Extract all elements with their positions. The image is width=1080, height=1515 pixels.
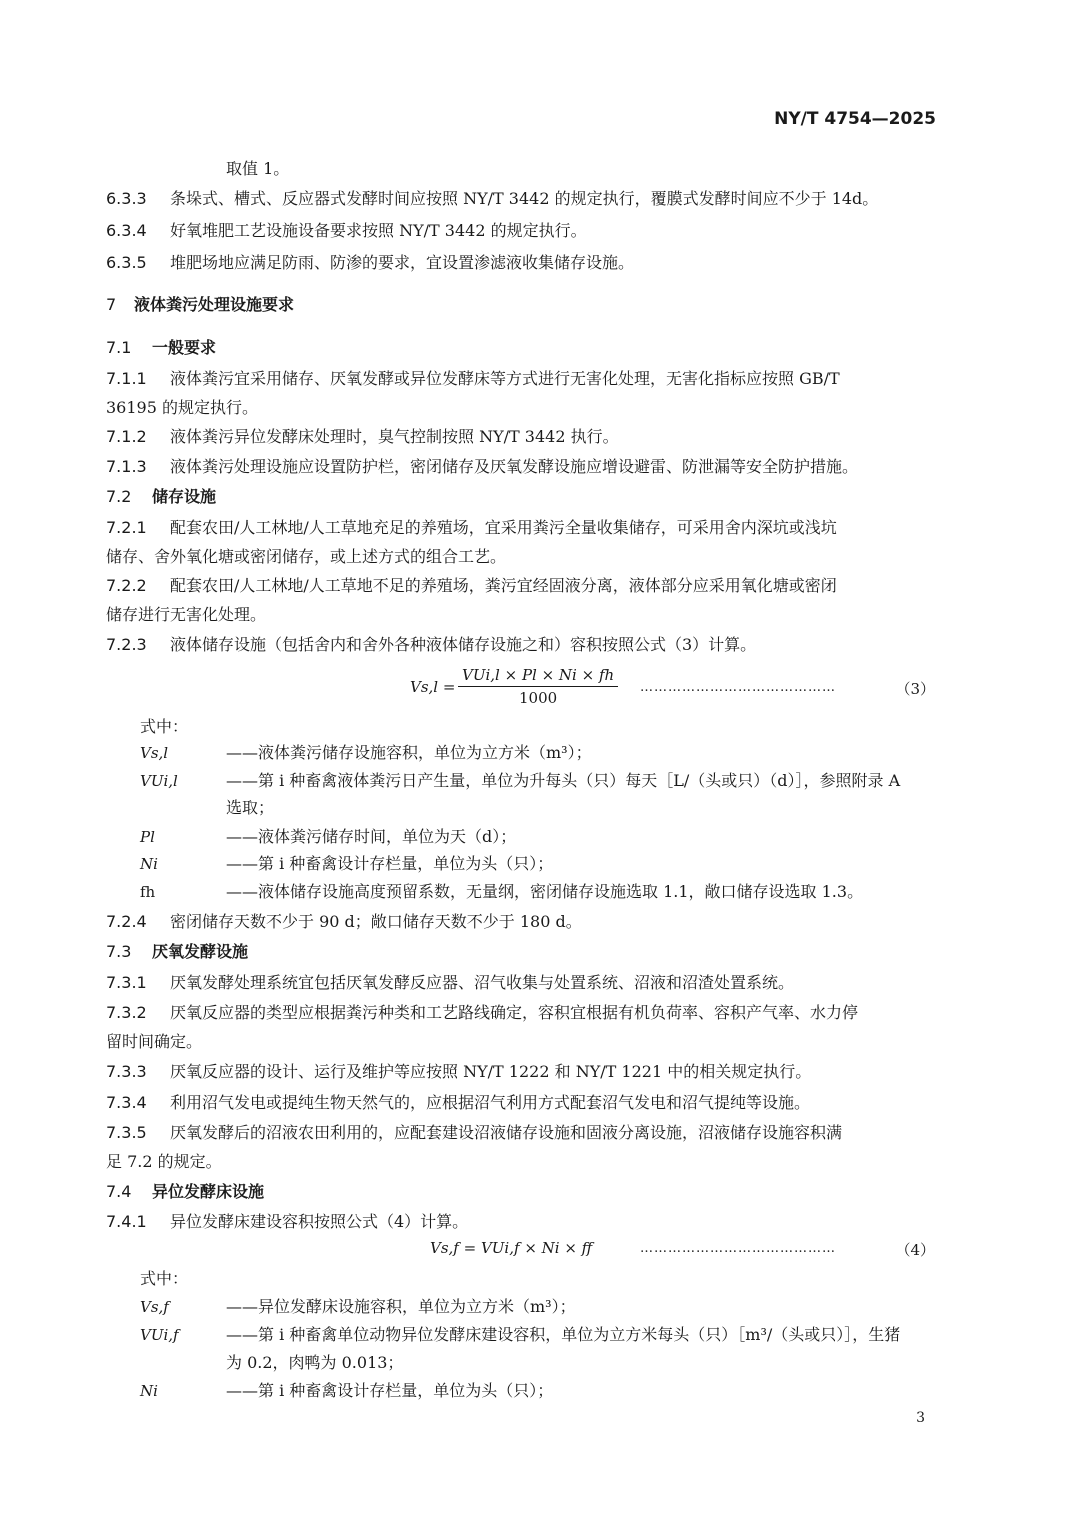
clause-number: 7.1.1 <box>106 369 147 388</box>
chapter-number: 7 <box>106 295 117 314</box>
formula4: Vs,f = VUi,f × Ni × ff <box>430 1239 593 1257</box>
symbol-definition-cont: 为 0.2，肉鸭为 0.013； <box>226 1353 404 1372</box>
clause-number: 7.1.2 <box>106 427 147 446</box>
formula3-lhs: Vs,l = <box>410 678 456 696</box>
clause-text: 条垛式、槽式、反应器式发酵时间应按照 NY/T 3442 的规定执行，覆膜式发酵时间应不少于 14d。 <box>170 189 879 208</box>
clause-number: 7.3.1 <box>106 973 147 992</box>
clause-text-cont: 储存进行无害化处理。 <box>106 605 267 624</box>
formula3-number: （3） <box>895 680 935 698</box>
section-number: 7.3 <box>106 942 132 961</box>
symbol-definition: ——第 i 种畜禽单位动物异位发酵床建设容积，单位为立方米每头（只）［m³/（头或只）］，生猪 <box>226 1325 901 1344</box>
clause-number: 7.4.1 <box>106 1212 147 1231</box>
symbol-definition: ——液体储存设施高度预留系数，无量纲，密闭储存设施选取 1.1，敞口储存设选取 1.3。 <box>226 882 864 901</box>
symbol-definition: ——液体粪污储存时间，单位为天（d）； <box>226 827 517 846</box>
clause-text: 厌氧反应器的类型应根据粪污种类和工艺路线确定，容积宜根据有机负荷率、容积产气率、水力停 <box>170 1003 859 1022</box>
clause-text: 液体粪污处理设施应设置防护栏，密闭储存及厌氧发酵设施应增设避雷、防泄漏等安全防护措施。 <box>170 457 859 476</box>
clause-number: 7.3.5 <box>106 1123 147 1142</box>
clause-text: 厌氧反应器的设计、运行及维护等应按照 NY/T 1222 和 NY/T 1221 中的相关规定执行。 <box>170 1062 812 1081</box>
symbol: VUi,l <box>140 772 178 790</box>
page-number: 3 <box>916 1410 925 1426</box>
formula3-numerator: VUi,l × Pl × Ni × fh <box>458 666 618 687</box>
clause-number: 6.3.3 <box>106 189 147 208</box>
clause-text: 配套农田/人工林地/人工草地充足的养殖场，宜采用粪污全量收集储存，可采用舍内深坑或浅坑 <box>170 518 837 537</box>
clause-number: 7.3.4 <box>106 1093 147 1112</box>
symbol: Pl <box>140 828 155 846</box>
clause-number: 7.2.2 <box>106 576 147 595</box>
symbol: Ni <box>140 1382 158 1400</box>
continuation-text: 取值 1。 <box>226 159 290 178</box>
clause-number: 7.2.1 <box>106 518 147 537</box>
section-title: 储存设施 <box>152 487 217 506</box>
clause-number: 6.3.5 <box>106 253 147 272</box>
section-number: 7.2 <box>106 487 132 506</box>
clause-text: 液体粪污宜采用储存、厌氧发酵或异位发酵床等方式进行无害化处理，无害化指标应按照 GB/T <box>170 369 840 388</box>
clause-text-cont: 足 7.2 的规定。 <box>106 1152 222 1171</box>
section-title: 厌氧发酵设施 <box>152 942 249 961</box>
clause-number: 6.3.4 <box>106 221 147 240</box>
clause-text: 好氧堆肥工艺设施设备要求按照 NY/T 3442 的规定执行。 <box>170 221 587 240</box>
symbol-definition-cont: 选取； <box>226 798 275 817</box>
symbol-definition: ——异位发酵床设施容积，单位为立方米（m³）； <box>226 1297 576 1316</box>
symbol: VUi,f <box>140 1326 179 1344</box>
clause-text: 堆肥场地应满足防雨、防渗的要求，宜设置渗滤液收集储存设施。 <box>170 253 635 272</box>
formula4-number: （4） <box>895 1241 935 1259</box>
clause-number: 7.1.3 <box>106 457 147 476</box>
symbol: Ni <box>140 855 158 873</box>
clause-text: 厌氧发酵后的沼液农田利用的，应配套建设沼液储存设施和固液分离设施，沼液储存设施容积满 <box>170 1123 843 1142</box>
symbol-definition: ——第 i 种畜禽液体粪污日产生量，单位为升每头（只）每天［L/（头或只）（d）］，参照附录 A <box>226 771 901 790</box>
section-number: 7.4 <box>106 1182 132 1201</box>
clause-text-cont: 储存、舍外氧化塘或密闭储存，或上述方式的组合工艺。 <box>106 547 507 566</box>
formula4-leader: …………………………………… <box>640 1241 836 1256</box>
symbol-definition: ——液体粪污储存设施容积，单位为立方米（m³）； <box>226 743 592 762</box>
clause-text: 密闭储存天数不少于 90 d；敞口储存天数不少于 180 d。 <box>170 912 582 931</box>
clause-text: 利用沼气发电或提纯生物天然气的，应根据沼气利用方式配套沼气发电和沼气提纯等设施。 <box>170 1093 811 1112</box>
clause-number: 7.2.3 <box>106 635 147 654</box>
clause-text-cont: 留时间确定。 <box>106 1032 203 1051</box>
section-number: 7.1 <box>106 338 132 357</box>
symbol-definition: ——第 i 种畜禽设计存栏量，单位为头（只）； <box>226 1381 554 1400</box>
clause-text: 厌氧发酵处理系统宜包括厌氧发酵反应器、沼气收集与处置系统、沼液和沼渣处置系统。 <box>170 973 795 992</box>
chapter-title: 液体粪污处理设施要求 <box>134 295 295 314</box>
formula3-leader: …………………………………… <box>640 680 836 695</box>
clause-text-cont: 36195 的规定执行。 <box>106 398 258 417</box>
clause-number: 7.2.4 <box>106 912 147 931</box>
symbol: Vs,f <box>140 1298 169 1316</box>
symbol: fh <box>140 883 156 901</box>
symbol: Vs,l <box>140 744 169 762</box>
section-title: 异位发酵床设施 <box>152 1182 265 1201</box>
section-title: 一般要求 <box>152 338 217 357</box>
clause-text: 液体粪污异位发酵床处理时，臭气控制按照 NY/T 3442 执行。 <box>170 427 619 446</box>
where-label: 式中： <box>140 1269 189 1288</box>
standard-code: NY/T 4754—2025 <box>774 109 936 129</box>
symbol-definition: ——第 i 种畜禽设计存栏量，单位为头（只）； <box>226 854 554 873</box>
clause-number: 7.3.3 <box>106 1062 147 1081</box>
clause-text: 配套农田/人工林地/人工草地不足的养殖场，粪污宜经固液分离，液体部分应采用氧化塘或密闭 <box>170 576 837 595</box>
clause-number: 7.3.2 <box>106 1003 147 1022</box>
clause-text: 异位发酵床建设容积按照公式（4）计算。 <box>170 1212 469 1231</box>
formula3-fraction <box>458 666 618 707</box>
formula3-denominator: 1000 <box>519 689 558 707</box>
where-label: 式中： <box>140 717 189 736</box>
clause-text: 液体储存设施（包括舍内和舍外各种液体储存设施之和）容积按照公式（3）计算。 <box>170 635 757 654</box>
